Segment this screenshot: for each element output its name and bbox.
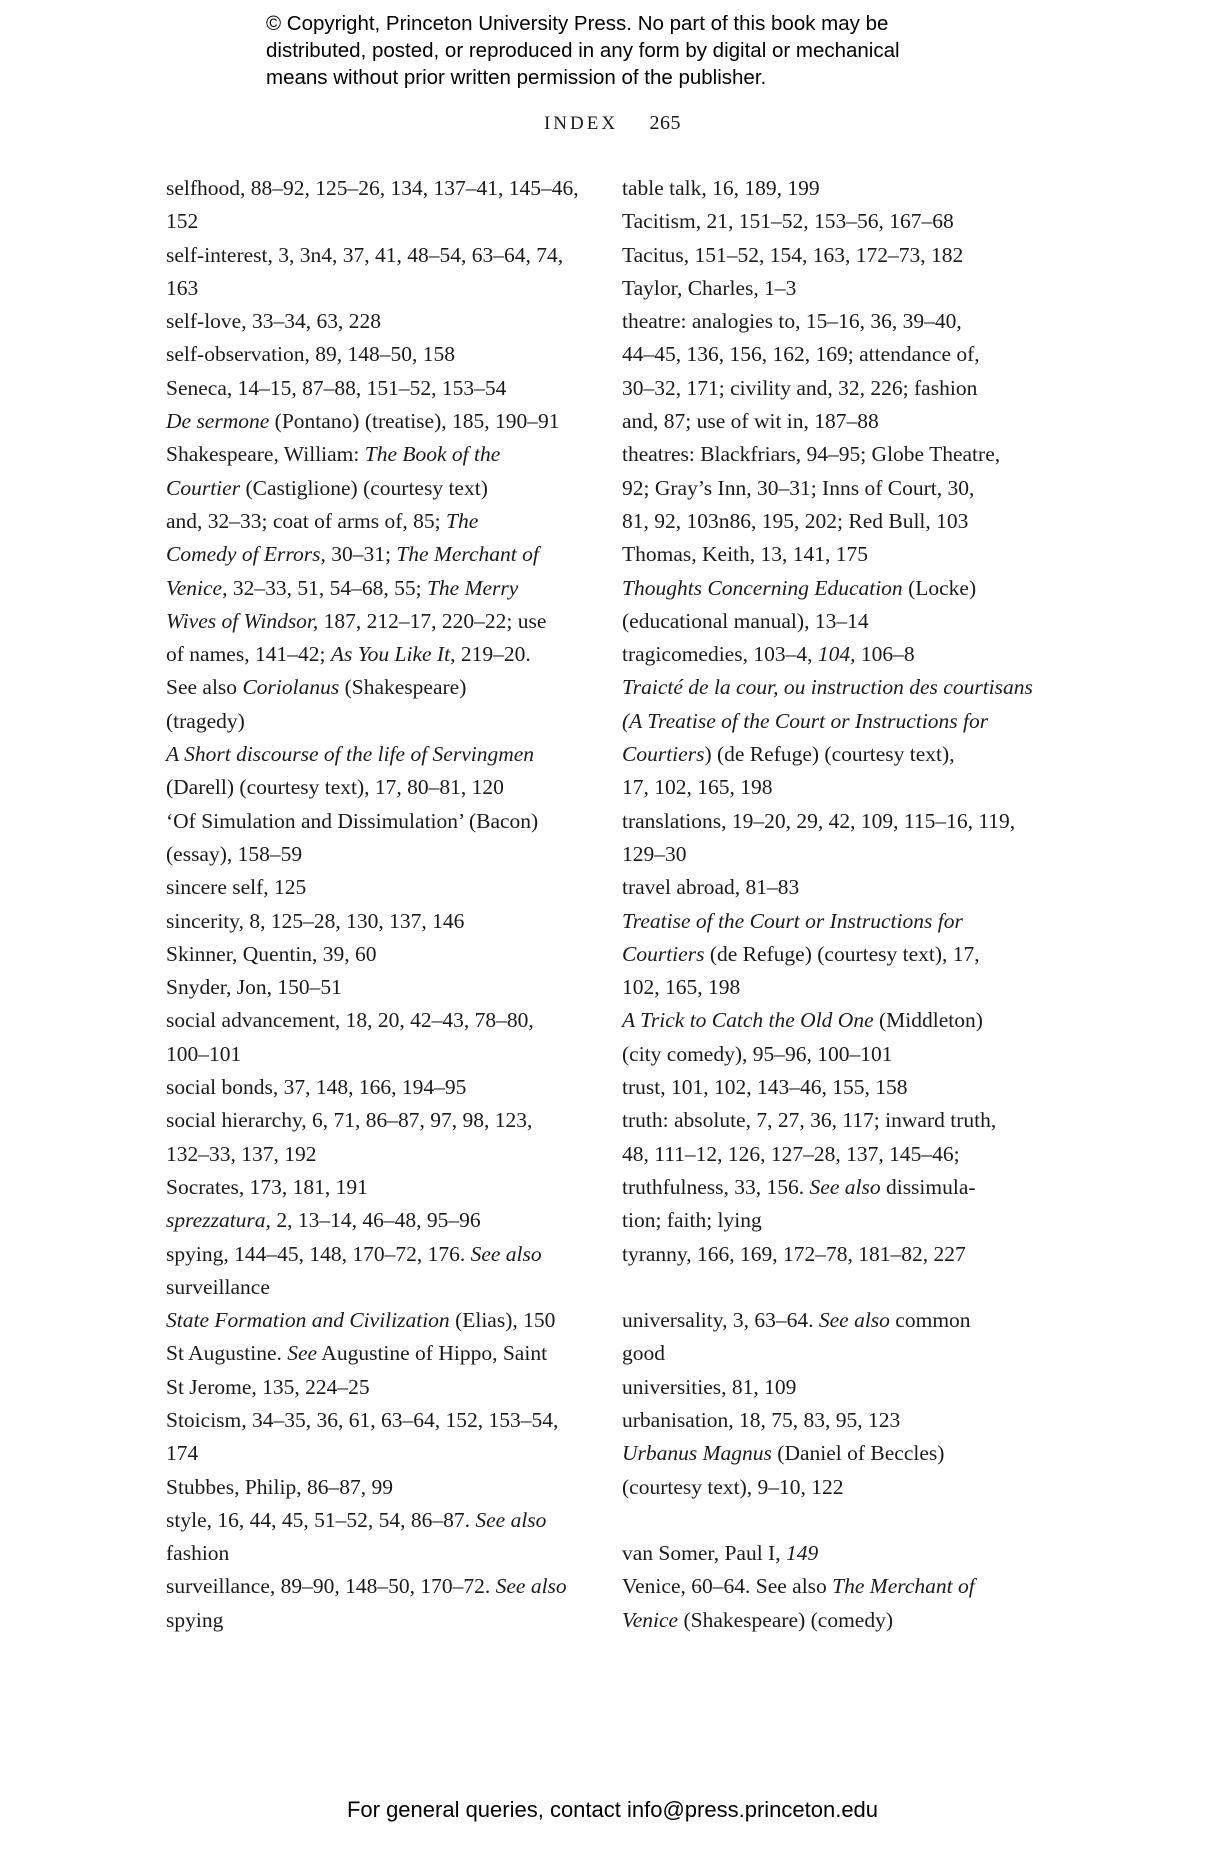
page-number: 265 (649, 112, 682, 134)
index-entry-line: 17, 102, 165, 198 (622, 775, 773, 800)
index-entry (166, 805, 596, 872)
index-entry-line: Thoughts Concerning Education (Locke) (622, 575, 977, 600)
index-entry-line: 152 (166, 209, 199, 234)
running-head (0, 112, 1225, 135)
index-entry-line: fashion (166, 1541, 230, 1566)
index-entry (166, 1071, 596, 1104)
index-entry-line: Urbanus Magnus (Daniel of Beccles) (622, 1441, 945, 1466)
index-entry (166, 1504, 596, 1571)
index-entry (166, 1304, 596, 1337)
index-entry-line: table talk, 16, 189, 199 (622, 176, 820, 200)
index-entry-line: See also Coriolanus (Shakespeare) (166, 675, 467, 700)
index-entry-line: social advancement, 18, 20, 42–43, 78–80, (166, 1008, 534, 1033)
letter-group-gap (622, 1271, 1062, 1304)
index-entry (166, 905, 596, 938)
index-entry (622, 671, 1062, 804)
index-entry-line: and, 87; use of wit in, 187–88 (622, 409, 879, 434)
index-entry (166, 1570, 596, 1637)
index-entry-line: Skinner, Quentin, 39, 60 (166, 941, 377, 966)
index-entry (622, 1071, 1062, 1104)
index-entry (166, 405, 596, 438)
index-entry (166, 871, 596, 904)
index-entry-line: social bonds, 37, 148, 166, 194–95 (166, 1075, 467, 1100)
index-column-left (166, 172, 596, 1637)
index-entry-line: truthfulness, 33, 156. See also dissimula- (622, 1174, 976, 1199)
index-entry-line: Seneca, 14–15, 87–88, 151–52, 153–54 (166, 375, 507, 400)
index-entry-line: Socrates, 173, 181, 191 (166, 1174, 368, 1199)
index-entry-line: self-love, 33–34, 63, 228 (166, 309, 381, 334)
index-entry (166, 1104, 596, 1171)
index-entry-line: Snyder, Jon, 150–51 (166, 975, 342, 1000)
index-entry (166, 1371, 596, 1404)
index-entry-line: Taylor, Charles, 1–3 (622, 275, 797, 300)
index-entry (622, 172, 1062, 205)
index-entry-line: universality, 3, 63–64. See also common (622, 1308, 971, 1333)
copyright-notice (266, 10, 1026, 91)
index-entry-line: universities, 81, 109 (622, 1374, 797, 1399)
index-entry-line: trust, 101, 102, 143–46, 155, 158 (622, 1075, 908, 1100)
index-entry (622, 1570, 1062, 1637)
index-entry (166, 239, 596, 306)
index-entry-line: A Short discourse of the life of Servingmen (166, 742, 535, 767)
index-entry-line: Venice, 32–33, 51, 54–68, 55; The Merry (166, 575, 519, 600)
index-entry (166, 1004, 596, 1071)
index-entry (166, 738, 596, 805)
index-entry (166, 938, 596, 971)
index-entry-line: sincerity, 8, 125–28, 130, 137, 146 (166, 908, 465, 933)
index-entry-line: style, 16, 44, 45, 51–52, 54, 86–87. See also (166, 1507, 547, 1532)
index-entry-line: surveillance (166, 1274, 270, 1299)
index-entry-line: Treatise of the Court or Instructions for (622, 908, 963, 933)
index-entry (622, 1437, 1062, 1504)
index-entry (166, 338, 596, 371)
index-entry-line: ‘Of Simulation and Dissimulation’ (Bacon) (166, 808, 539, 833)
index-entry (622, 205, 1062, 238)
index-entry-line: 92; Gray’s Inn, 30–31; Inns of Court, 30, (622, 475, 975, 500)
index-entry-line: Venice, 60–64. See also The Merchant of (622, 1574, 975, 1599)
index-entry (622, 438, 1062, 538)
index-entry-line: Stoicism, 34–35, 36, 61, 63–64, 152, 153–54, (166, 1407, 559, 1432)
index-entry-line: self-observation, 89, 148–50, 158 (166, 342, 456, 367)
index-entry-line: 132–33, 137, 192 (166, 1141, 317, 1166)
index-entry (622, 1304, 1062, 1371)
index-entry-line: State Formation and Civilization (Elias), 150 (166, 1308, 556, 1333)
index-entry (622, 638, 1062, 671)
index-entry-line: Shakespeare, William: The Book of the (166, 442, 501, 467)
index-entry-line: 100–101 (166, 1041, 242, 1066)
index-entry (622, 572, 1062, 639)
index-entry (166, 372, 596, 405)
index-entry-line: Thomas, Keith, 13, 141, 175 (622, 542, 869, 567)
running-head-label: INDEX (543, 113, 619, 134)
index-entry-line: theatres: Blackfriars, 94–95; Globe Theatre, (622, 442, 1001, 467)
copyright-line: means without prior written permission of the publisher. (266, 66, 767, 89)
index-entry (166, 1404, 596, 1471)
index-entry-line: 174 (166, 1441, 199, 1466)
index-entry (622, 871, 1062, 904)
index-entry-line: Courtier (Castiglione) (courtesy text) (166, 475, 488, 500)
index-entry (622, 538, 1062, 571)
index-entry (622, 305, 1062, 438)
index-entry-line: (courtesy text), 9–10, 122 (622, 1474, 844, 1499)
index-entry (166, 1171, 596, 1204)
index-entry (622, 1404, 1062, 1437)
index-entry-line: Stubbes, Philip, 86–87, 99 (166, 1474, 393, 1499)
index-entry-line: tion; faith; lying (622, 1208, 762, 1233)
index-entry-line: (Darell) (courtesy text), 17, 80–81, 120 (166, 775, 504, 800)
index-entry-line: St Augustine. See Augustine of Hippo, Saint (166, 1341, 548, 1366)
index-entry (622, 905, 1062, 1005)
index-entry-line: tragicomedies, 103–4, 104, 106–8 (622, 642, 915, 667)
index-entry-line: spying (166, 1607, 224, 1632)
index-entry-line: 81, 92, 103n86, 195, 202; Red Bull, 103 (622, 508, 969, 533)
index-entry-line: Comedy of Errors, 30–31; The Merchant of (166, 542, 539, 567)
index-entry (166, 971, 596, 1004)
index-entry (166, 172, 596, 239)
index-entry-line: self-interest, 3, 3n4, 37, 41, 48–54, 63–64, 74, (166, 242, 564, 267)
index-entry (622, 1238, 1062, 1271)
index-entry-line: van Somer, Paul I, 149 (622, 1541, 819, 1566)
index-entry-line: (essay), 158–59 (166, 841, 303, 866)
index-entry-line: theatre: analogies to, 15–16, 36, 39–40, (622, 309, 962, 334)
index-entry-line: Courtiers) (de Refuge) (courtesy text), (622, 742, 955, 767)
index-entry-line: (city comedy), 95–96, 100–101 (622, 1041, 893, 1066)
index-entry-line: St Jerome, 135, 224–25 (166, 1374, 370, 1399)
index-entry (166, 1337, 596, 1370)
copyright-line: distributed, posted, or reproduced in any form by digital or mechanical (266, 39, 900, 62)
index-entry-line: 48, 111–12, 126, 127–28, 137, 145–46; (622, 1141, 960, 1166)
index-entry (166, 1238, 596, 1305)
index-entry-line: A Trick to Catch the Old One (Middleton) (622, 1008, 983, 1033)
index-entry (622, 1537, 1062, 1570)
index-entry-line: truth: absolute, 7, 27, 36, 117; inward truth, (622, 1108, 997, 1133)
index-entry-line: (educational manual), 13–14 (622, 608, 869, 633)
index-entry-line: Wives of Windsor, 187, 212–17, 220–22; use (166, 608, 547, 633)
index-entry-line: Tacitus, 151–52, 154, 163, 172–73, 182 (622, 242, 964, 267)
index-entry-line: 163 (166, 275, 199, 300)
index-entry-line: surveillance, 89–90, 148–50, 170–72. See also (166, 1574, 567, 1599)
footer-contact: For general queries, contact info@press.princeton.edu (346, 1797, 879, 1822)
index-entry-line: De sermone (Pontano) (treatise), 185, 190–91 (166, 409, 560, 434)
index-entry (622, 1371, 1062, 1404)
index-entry-line: good (622, 1341, 665, 1366)
letter-group-gap (622, 1504, 1062, 1537)
index-entry-line: 30–32, 171; civility and, 32, 226; fashion (622, 375, 978, 400)
index-entry-line: Courtiers (de Refuge) (courtesy text), 17, (622, 941, 980, 966)
index-entry-line: tyranny, 166, 169, 172–78, 181–82, 227 (622, 1241, 966, 1266)
index-entry-line: urbanisation, 18, 75, 83, 95, 123 (622, 1407, 901, 1432)
index-entry-line: and, 32–33; coat of arms of, 85; The (166, 508, 479, 533)
index-entry (622, 805, 1062, 872)
index-entry-line: (tragedy) (166, 708, 245, 733)
index-entry-line: Traicté de la cour, ou instruction des courtisans (622, 675, 1033, 700)
index-entry (622, 1004, 1062, 1071)
index-entry (166, 305, 596, 338)
index-entry (166, 1204, 596, 1237)
index-entry-line: of names, 141–42; As You Like It, 219–20. (166, 642, 531, 667)
index-entry-line: spying, 144–45, 148, 170–72, 176. See also (166, 1241, 542, 1266)
index-entry-line: travel abroad, 81–83 (622, 875, 800, 900)
index-entry-line: selfhood, 88–92, 125–26, 134, 137–41, 145–46, (166, 176, 579, 200)
index-entry-line: 129–30 (622, 841, 687, 866)
index-entry (622, 272, 1062, 305)
index-entry (622, 1104, 1062, 1237)
index-column-right (622, 172, 1062, 1637)
index-entry-line: sincere self, 125 (166, 875, 307, 900)
index-entry-line: social hierarchy, 6, 71, 86–87, 97, 98, 123, (166, 1108, 533, 1133)
index-entry-line: Venice (Shakespeare) (comedy) (622, 1607, 894, 1632)
index-entry-line: (A Treatise of the Court or Instructions for (622, 708, 989, 733)
index-entry-line: translations, 19–20, 29, 42, 109, 115–16, 119, (622, 808, 1016, 833)
index-entry (622, 239, 1062, 272)
index-entry-line: Tacitism, 21, 151–52, 153–56, 167–68 (622, 209, 954, 234)
index-entry (166, 1471, 596, 1504)
index-entry-line: sprezzatura, 2, 13–14, 46–48, 95–96 (166, 1208, 481, 1233)
index-entry (166, 438, 596, 738)
copyright-line: © Copyright, Princeton University Press. No part of this book may be (266, 12, 889, 35)
index-entry-line: 44–45, 136, 156, 162, 169; attendance of, (622, 342, 980, 367)
index-entry-line: 102, 165, 198 (622, 975, 741, 1000)
